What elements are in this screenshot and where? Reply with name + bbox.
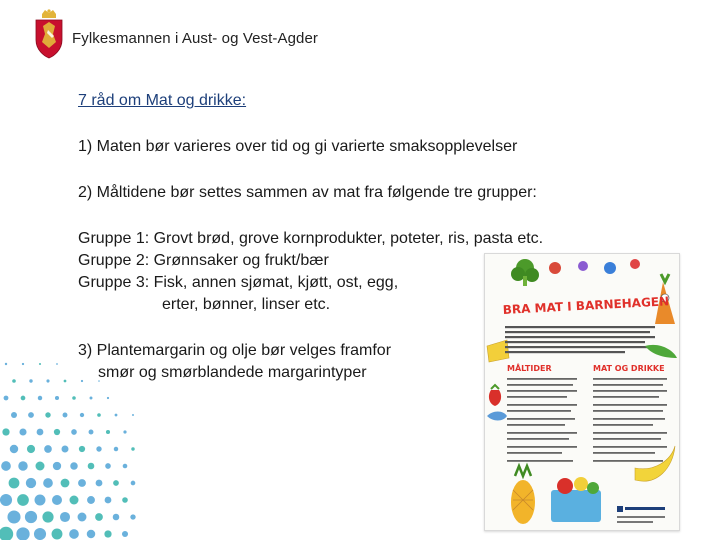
decorative-dot xyxy=(9,478,20,489)
decorative-dot xyxy=(21,396,26,401)
decorative-dot xyxy=(107,397,109,399)
decorative-dot xyxy=(88,463,95,470)
point-3: 3) Plantemargarin og olje bør velges framfor xyxy=(78,342,392,359)
decorative-dot xyxy=(106,430,110,434)
decorative-dot xyxy=(46,379,49,382)
decorative-dot xyxy=(28,412,34,418)
group-3-continued: erter, bønner, linser etc. xyxy=(162,296,331,313)
decorative-dot xyxy=(96,446,101,451)
decorative-dot xyxy=(7,510,20,523)
decorative-dot xyxy=(78,479,86,487)
decorative-dot xyxy=(53,462,61,470)
decorative-dot xyxy=(52,529,63,540)
group-2: Gruppe 2: Grønnsaker og frukt/bær xyxy=(78,252,329,269)
decorative-dot xyxy=(52,495,62,505)
decorative-dot xyxy=(44,445,52,453)
decorative-dot xyxy=(43,478,53,488)
point-3-continued: smør og smørblandede margarintyper xyxy=(98,364,367,381)
decorative-dot xyxy=(61,479,70,488)
decorative-dot xyxy=(97,413,101,417)
organization-name: Fylkesmannen i Aust- og Vest-Agder xyxy=(72,30,319,47)
decorative-dot xyxy=(131,481,136,486)
decorative-dot xyxy=(122,497,128,503)
decorative-dot xyxy=(19,428,26,435)
decorative-dot xyxy=(54,429,60,435)
decorative-dot xyxy=(80,413,84,417)
decorative-dot xyxy=(42,511,53,522)
decorative-dot xyxy=(63,413,68,418)
decorative-dot xyxy=(87,496,95,504)
group-1: Gruppe 1: Grovt brød, grove kornprodukter, poteter, ris, pasta etc. xyxy=(78,230,544,247)
decorative-dot xyxy=(105,497,112,504)
decorative-dot xyxy=(56,363,58,365)
decorative-dot xyxy=(104,530,111,537)
point-1: 1) Maten bør varieres over tid og gi varierte smaksopplevelser xyxy=(78,138,518,155)
poster-image xyxy=(484,253,680,531)
decorative-dot xyxy=(18,461,27,470)
decorative-dot xyxy=(5,363,7,365)
decorative-dot xyxy=(26,478,36,488)
decorative-dot xyxy=(113,514,120,521)
decorative-dot xyxy=(0,494,12,506)
decorative-dot xyxy=(69,529,79,539)
decorative-dot xyxy=(95,513,103,521)
decorative-dot xyxy=(45,412,50,417)
decorative-dot xyxy=(37,429,44,436)
decorative-dot xyxy=(25,511,37,523)
decorative-dot xyxy=(130,514,135,519)
decorative-dot xyxy=(1,461,11,471)
decorative-dot xyxy=(38,396,42,400)
point-2: 2) Måltidene bør settes sammen av mat fra følgende tre grupper: xyxy=(78,184,537,201)
decorative-dot xyxy=(115,414,118,417)
coat-of-arms-icon xyxy=(32,8,66,60)
decorative-dot xyxy=(90,397,93,400)
decorative-dot xyxy=(29,379,32,382)
decorative-dot xyxy=(35,495,46,506)
decorative-dot xyxy=(105,463,111,469)
decorative-dot xyxy=(122,531,128,537)
decorative-dot xyxy=(61,445,68,452)
decorative-dot xyxy=(78,513,87,522)
decorative-dot xyxy=(11,412,17,418)
decorative-dot xyxy=(10,445,18,453)
decorative-dot xyxy=(131,447,134,450)
slide-title: 7 råd om Mat og drikke: xyxy=(78,92,247,109)
decorative-dot xyxy=(123,464,128,469)
decorative-dot xyxy=(96,480,103,487)
decorative-dot xyxy=(123,430,126,433)
decorative-dot xyxy=(22,363,24,365)
decorative-dot xyxy=(64,380,67,383)
decorative-dot xyxy=(12,379,16,383)
decorative-dot xyxy=(4,396,9,401)
poster-right-heading: MAT OG DRIKKE xyxy=(593,364,665,373)
decorative-dot xyxy=(89,430,94,435)
poster-left-heading: MÅLTIDER xyxy=(507,364,552,373)
header xyxy=(32,8,432,64)
decorative-dot xyxy=(132,414,134,416)
decorative-dot xyxy=(34,528,46,540)
decorative-dot xyxy=(114,447,118,451)
decorative-dot xyxy=(60,512,70,522)
decorative-dot xyxy=(113,480,119,486)
decorative-dot xyxy=(0,527,13,540)
decorative-dot xyxy=(2,428,9,435)
decorative-dot xyxy=(36,462,45,471)
decorative-dot xyxy=(27,445,35,453)
decorative-dot xyxy=(16,527,29,540)
decorative-dot xyxy=(55,396,59,400)
decorative-dot xyxy=(70,496,79,505)
decorative-dot xyxy=(71,429,77,435)
decorative-dot xyxy=(39,363,41,365)
decorative-dot xyxy=(70,462,78,470)
decorative-dot xyxy=(17,494,29,506)
decorative-dot xyxy=(79,446,85,452)
decorative-dot xyxy=(72,396,76,400)
poster-illustration xyxy=(485,254,679,530)
decorative-dot xyxy=(87,530,95,538)
poster-headline: BRA MAT I BARNEHAGEN xyxy=(502,294,670,317)
group-3: Gruppe 3: Fisk, annen sjømat, kjøtt, ost, egg, xyxy=(78,274,399,291)
